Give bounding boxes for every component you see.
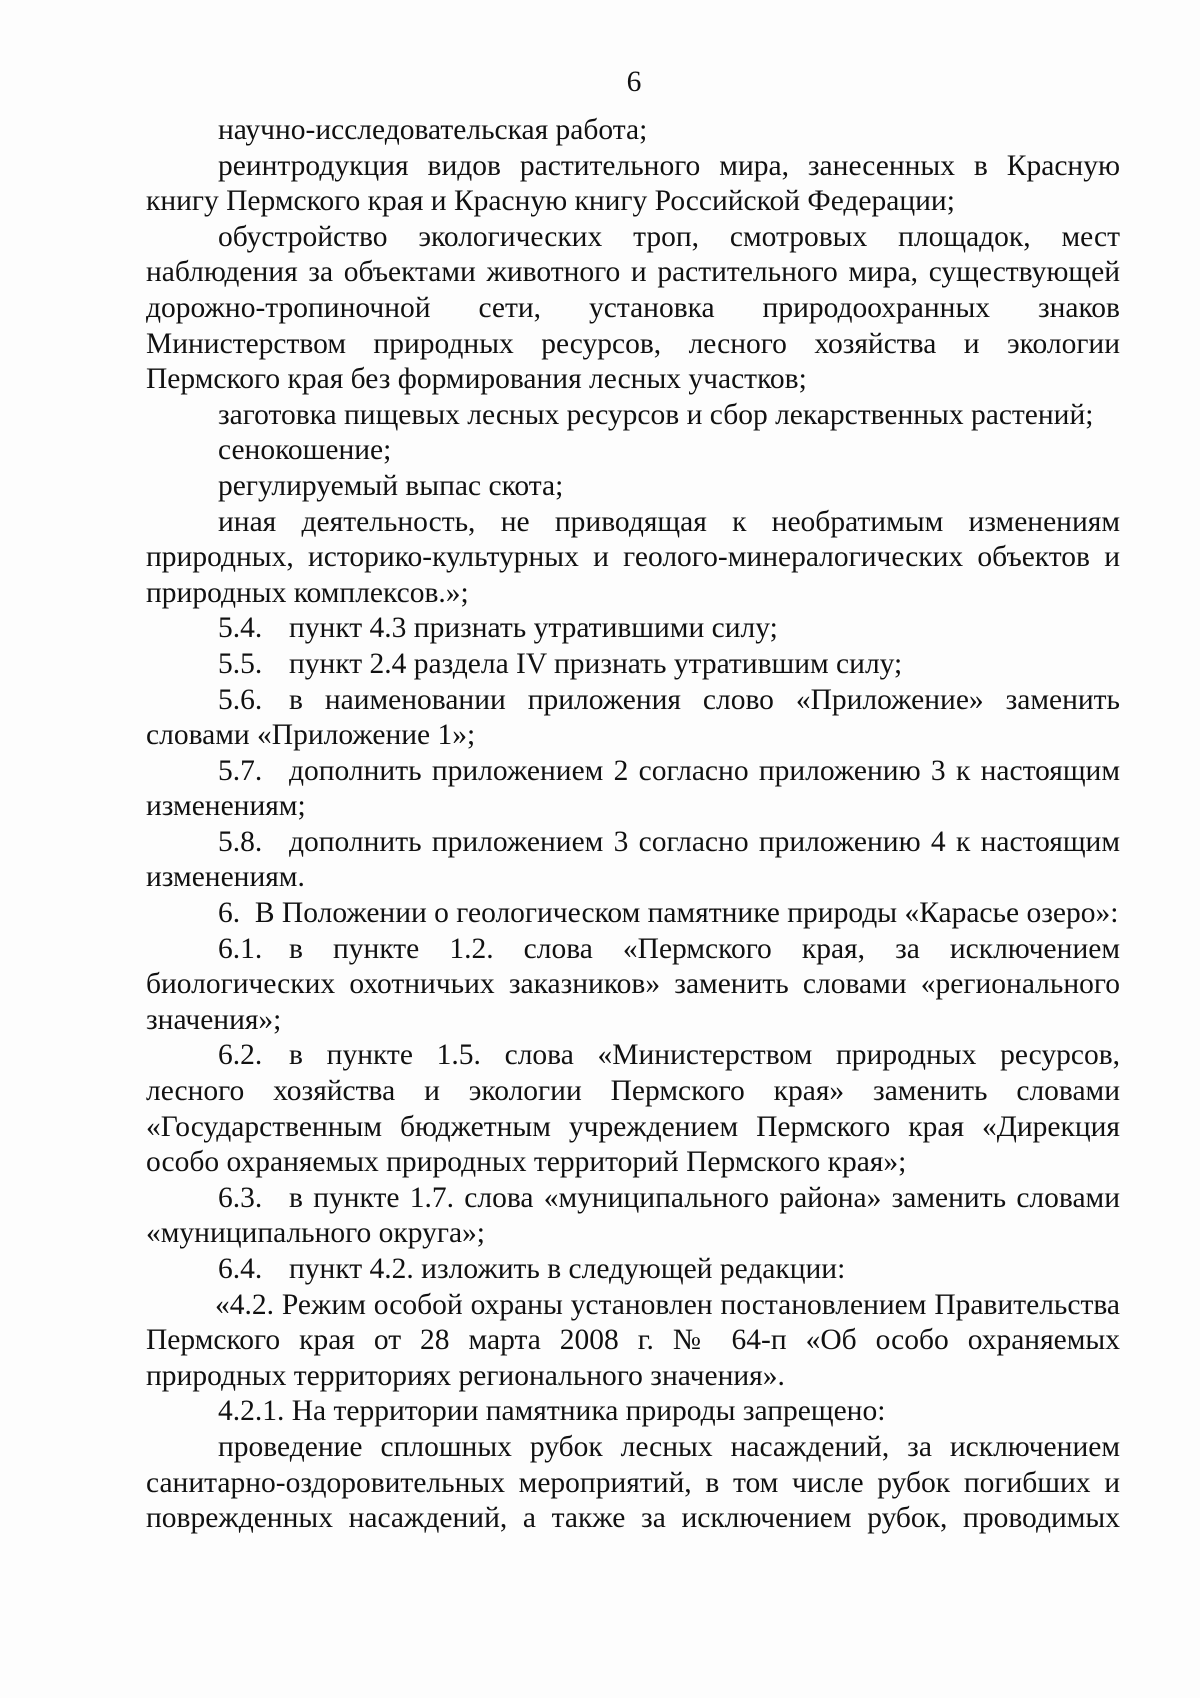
item-number: 6.3. — [218, 1181, 263, 1214]
list-item-5-7 — [146, 754, 1120, 825]
item-text: в пункте 1.5. слова «Министерством природных ресурсов, лесного хозяйства и экологии Пермского края» заменить словами «Государственным бюджетным учреждением Пермского края «Дирекция особо охраняемых природных территорий Пермского края»; — [146, 1039, 1120, 1179]
item-number: 6.4. — [218, 1253, 263, 1285]
list-item-6-3 — [146, 1181, 1120, 1252]
paragraph: обустройство экологических троп, смотровых площадок, мест наблюдения за объектами животного и растительного мира, существующей дорожно-тропиночной сети, установка природоохранных знаков Министерством природных ресурсов, лесного хозяйства и экологии Пермского края без формирования лесных участков; — [146, 220, 1120, 396]
paragraph: научно-исследовательская работа; — [218, 114, 648, 146]
list-item-5-8 — [146, 825, 1120, 896]
subclause-4-2-1: 4.2.1. На территории памятника природы запрещено: — [218, 1395, 886, 1428]
item-text: в пункте 1.7. слова «муниципального района» заменить словами «муниципального округа»; — [146, 1181, 1120, 1250]
item-number: 5.7. — [218, 754, 263, 787]
item-text: дополнить приложением 3 согласно приложению 4 к настоящим изменениям. — [146, 825, 1120, 894]
paragraph-continued: проведение сплошных рубок лесных насаждений, за исключением санитарно-оздоровительных мероприятий, в том числе рубок погибших и поврежденных насаждений, а также за исключением рубок, проводимых — [146, 1430, 1120, 1535]
item-text: пункт 4.2. изложить в следующей редакции: — [289, 1253, 846, 1285]
list-item-6-1 — [146, 932, 1120, 1039]
page-number: 6 — [626, 66, 642, 98]
item-number: 5.4. — [218, 612, 263, 645]
list-item-6-2 — [146, 1038, 1120, 1180]
document-body — [146, 113, 1120, 1537]
item-number: 5.5. — [218, 647, 263, 680]
item-number: 5.6. — [218, 683, 263, 716]
item-text: в пункте 1.2. слова «Пермского края, за исключением биологических охотничьих заказников» заменить словами «регионального значения»; — [146, 932, 1120, 1036]
list-item-5-6 — [146, 683, 1120, 754]
item-number: 6.2. — [218, 1039, 263, 1072]
item-text: в наименовании приложения слово «Приложение» заменить словами «Приложение 1»; — [146, 683, 1120, 752]
paragraph: регулируемый выпас скота; — [218, 469, 564, 502]
paragraph: сенокошение; — [218, 434, 392, 467]
item-number: 6.1. — [218, 932, 263, 965]
quoted-clause-4-2: «4.2. Режим особой охраны установлен постановлением Правительства Пермского края от 28 марта 2008 г. № 64-п «Об особо охраняемых природных территориях регионального значения». — [146, 1288, 1120, 1392]
item-text: пункт 4.3 признать утратившими силу; — [289, 612, 778, 645]
item-text: дополнить приложением 2 согласно приложению 3 к настоящим изменениям; — [146, 754, 1120, 823]
paragraph: иная деятельность, не приводящая к необратимым изменениям природных, историко-культурных и геолого-минералогических объектов и природных комплексов.»; — [146, 505, 1120, 609]
item-number: 5.8. — [218, 825, 263, 858]
list-item-5-4 — [146, 611, 1120, 647]
paragraph: реинтродукция видов растительного мира, занесенных в Красную книгу Пермского края и Красную книгу Российской Федерации; — [146, 149, 1120, 218]
list-item-5-5 — [146, 647, 1120, 683]
item-text: пункт 2.4 раздела IV признать утратившим силу; — [289, 647, 903, 680]
paragraph: заготовка пищевых лесных ресурсов и сбор лекарственных растений; — [218, 398, 1094, 431]
list-item-6-4 — [146, 1252, 1120, 1288]
section-6-heading: 6. В Положении о геологическом памятнике природы «Карасье озеро»: — [218, 897, 1119, 930]
